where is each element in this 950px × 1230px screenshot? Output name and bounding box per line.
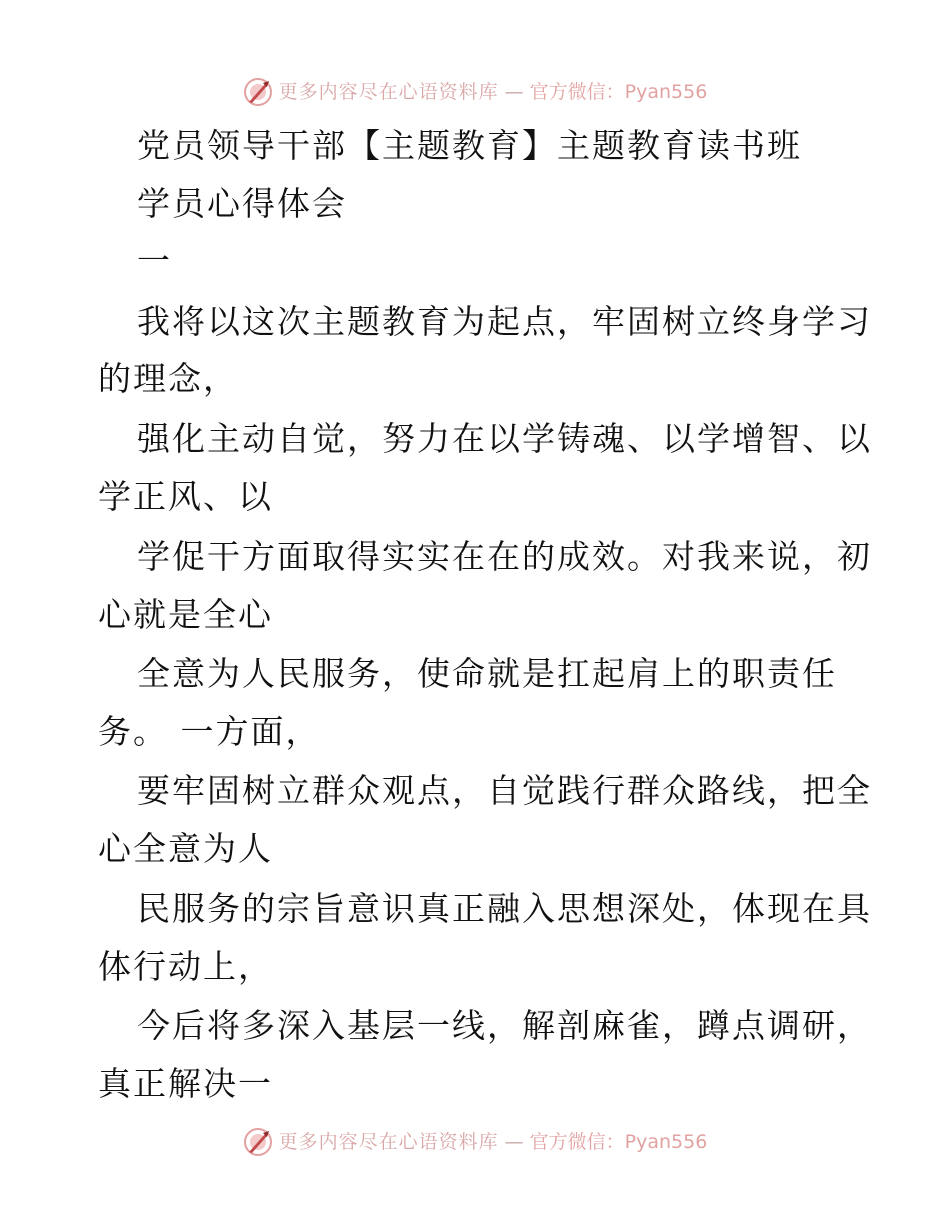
watermark-account: 官方微信：Pyan556 <box>529 1131 708 1153</box>
body-line: 民服务的宗旨意识真正融入思想深处，体现在具 <box>137 889 872 928</box>
footer-watermark <box>0 1127 950 1157</box>
body-line: 务。 一方面， <box>98 712 321 751</box>
body-line: 真正解决一 <box>98 1064 273 1103</box>
quill-pen-logo-icon <box>243 1127 273 1157</box>
body-line: 的理念， <box>98 359 238 398</box>
watermark-title: 更多内容尽在心语资料库 <box>278 81 499 103</box>
body-line: 体行动上， <box>98 947 273 986</box>
watermark-title: 更多内容尽在心语资料库 <box>278 1131 499 1153</box>
body-line: 学正风、以 <box>98 477 273 516</box>
body-line: 全意为人民服务，使命就是扛起肩上的职责任 <box>137 654 837 693</box>
document-title-line-2: 学员心得体会 <box>137 184 347 223</box>
section-number: 一 <box>137 241 172 280</box>
watermark-separator: — <box>504 1131 524 1153</box>
body-line: 学促干方面取得实实在在的成效。对我来说，初 <box>137 537 872 576</box>
watermark-account: 官方微信：Pyan556 <box>529 81 708 103</box>
body-line: 要牢固树立群众观点，自觉践行群众路线，把全 <box>137 771 872 810</box>
body-line: 心全意为人 <box>98 829 273 868</box>
body-line: 心就是全心 <box>98 595 273 634</box>
document-title-line-1: 党员领导干部【主题教育】主题教育读书班 <box>137 126 802 165</box>
watermark-separator: — <box>504 81 524 103</box>
body-line: 我将以这次主题教育为起点，牢固树立终身学习 <box>137 302 872 341</box>
body-line: 强化主动自觉，努力在以学铸魂、以学增智、以 <box>137 419 872 458</box>
body-line: 今后将多深入基层一线，解剖麻雀，蹲点调研， <box>137 1006 872 1045</box>
